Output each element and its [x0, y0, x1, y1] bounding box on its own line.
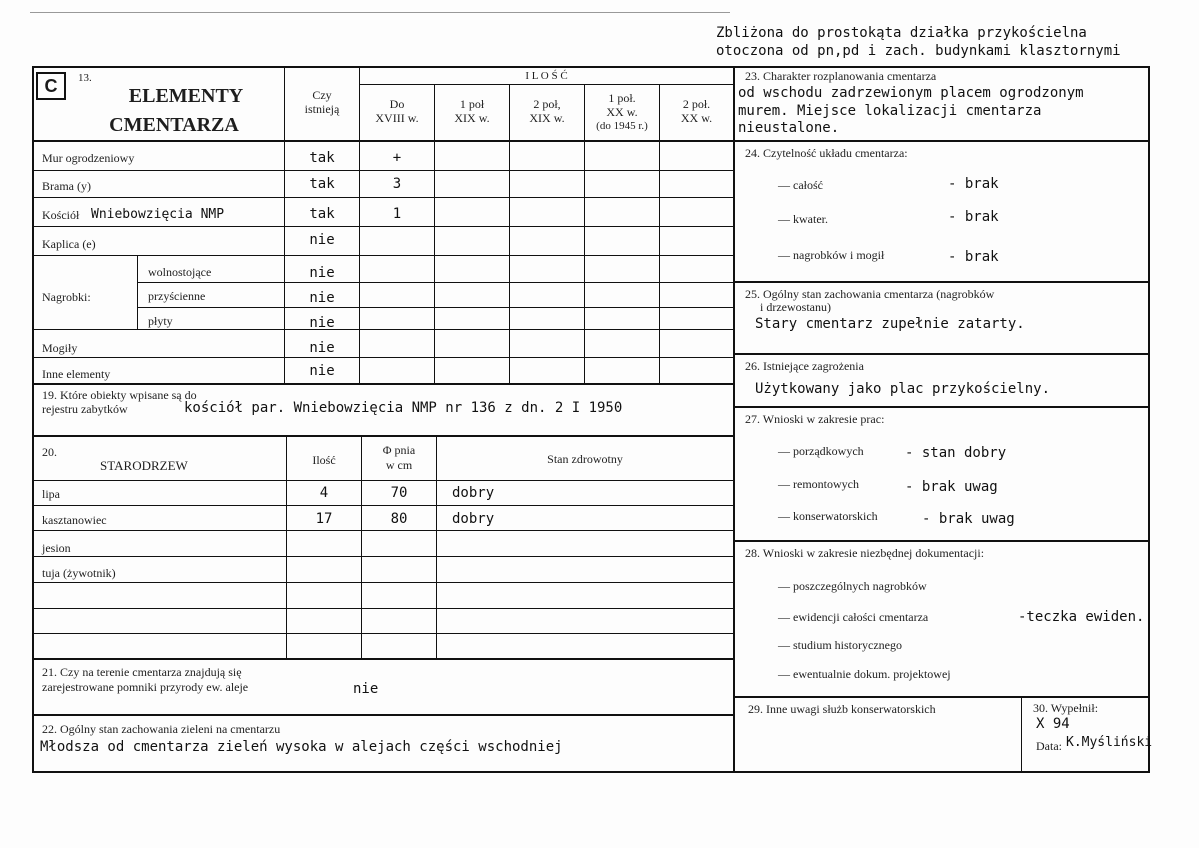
f20-number: 20.	[42, 445, 57, 459]
nagrobki-label: Nagrobki:	[42, 290, 91, 304]
header-note-line-2: otoczona od pn,pd i zach. budynkami klasztornymi	[716, 43, 1121, 59]
f28-label: 28. Wnioski w zakresie niezbędnej dokumentacji:	[745, 546, 985, 560]
element-label-prefix: Kościół	[42, 208, 80, 222]
f24-item-label: — nagrobków i mogił	[778, 248, 885, 262]
col-exists-line-1: Czy	[312, 88, 332, 102]
grid-v-nagrobki	[137, 255, 138, 329]
f30-date-label: Data:	[1036, 739, 1062, 753]
element-label: Kaplica (e)	[42, 237, 96, 251]
grid-h-23-bottom	[733, 140, 1150, 142]
f19-label-line-2: rejestru zabytków	[42, 402, 128, 416]
f28-item-label: — ewidencji całości cmentarza	[778, 610, 929, 624]
f24-item-label: — kwater.	[778, 212, 828, 226]
element-label-typed: Wniebowzięcia NMP	[91, 207, 225, 222]
element-exists: nie	[309, 340, 335, 356]
f20-col-dia-line-2: w cm	[385, 458, 413, 472]
header-note-line-1: Zbliżona do prostokąta działka przykościelna	[716, 25, 1087, 41]
f28-item-value: -teczka ewiden.	[1018, 609, 1145, 625]
f28-item-label: — studium historycznego	[778, 638, 902, 652]
grid-h-20-r3	[32, 556, 733, 557]
f27-item-label: — konserwatorskich	[778, 509, 878, 523]
f20-col-dia-line-1: Φ pnia	[382, 443, 416, 457]
qty-col-2-line-1: 1 poł	[459, 97, 485, 111]
element-exists: nie	[309, 363, 335, 379]
f23-value-line-3: nieustalone.	[738, 120, 840, 136]
grid-h-20-bottom	[32, 658, 733, 660]
qty-col-4-line-3: (do 1945 r.)	[596, 120, 648, 132]
f20-title: STARODRZEW	[100, 458, 188, 473]
grid-h-20-r6	[32, 633, 733, 634]
grid-h-24-bottom	[733, 281, 1150, 283]
element-qty: 1	[392, 206, 402, 222]
qty-header: I L O Ś Ć	[525, 70, 568, 82]
qty-col-4-line-1: 1 poł.	[608, 91, 636, 105]
f27-item-value: - brak uwag	[922, 511, 1015, 527]
element-qty: +	[392, 150, 402, 166]
element-qty: 3	[392, 176, 402, 192]
element-exists: nie	[309, 315, 335, 331]
frame-middle-divider	[733, 66, 735, 773]
f22-label: 22. Ogólny stan zachowania zieleni na cmentarzu	[42, 722, 281, 736]
f21-label-line-1: 21. Czy na terenie cmentarza znajdują się	[42, 665, 242, 679]
tree-name: lipa	[42, 487, 60, 501]
grid-h-28-bottom	[733, 696, 1150, 698]
f20-col-health: Stan zdrowotny	[547, 452, 623, 466]
f23-value-line-1: od wschodu zadrzewionym placem ogrodzonym	[738, 85, 1084, 101]
f27-item-label: — porządkowych	[778, 444, 864, 458]
element-exists: nie	[309, 290, 335, 306]
f22-value: Młodsza od cmentarza zieleń wysoka w alejach części wschodniej	[40, 739, 563, 755]
f24-item-value: - brak	[948, 176, 999, 192]
grid-v-qty3	[509, 84, 510, 384]
f29-label: 29. Inne uwagi służb konserwatorskich	[748, 702, 936, 716]
element-label: przyścienne	[148, 289, 206, 303]
f24-item-value: - brak	[948, 209, 999, 225]
qty-col-5-line-1: 2 poł.	[682, 97, 711, 111]
tree-name: tuja (żywotnik)	[42, 566, 116, 580]
f19-label-line-1: 19. Które obiekty wpisane są do	[42, 388, 197, 402]
element-label: wolnostojące	[148, 265, 212, 279]
f24-label: 24. Czytelność układu cmentarza:	[745, 146, 908, 160]
element-exists: tak	[309, 150, 335, 166]
grid-h-row6	[137, 307, 733, 308]
element-exists: nie	[309, 232, 335, 248]
f28-item-label: — poszczególnych nagrobków	[778, 579, 927, 593]
f30-value: X 94	[1036, 716, 1070, 732]
tree-dia: 70	[390, 485, 408, 501]
f20-col-qty: Ilość	[312, 453, 336, 467]
grid-v-qty5	[659, 84, 660, 384]
tree-qty: 17	[315, 511, 333, 527]
grid-h-20-r4	[32, 582, 733, 583]
grid-v-qty2	[434, 84, 435, 384]
section-title-line-1: ELEMENTY	[128, 85, 244, 107]
top-border-line	[30, 12, 730, 13]
grid-h-row7	[32, 329, 733, 330]
f23-label: 23. Charakter rozplanowania cmentarza	[745, 69, 937, 83]
grid-h-20-r2	[32, 530, 733, 531]
element-label: Inne elementy	[42, 367, 111, 381]
qty-col-1-line-1: Do	[389, 97, 405, 111]
f24-item-value: - brak	[948, 249, 999, 265]
element-exists: nie	[309, 265, 335, 281]
element-label: Mogiły	[42, 341, 78, 355]
section-letter-box: C	[36, 72, 66, 100]
qty-col-1-line-2: XVIII w.	[375, 111, 419, 125]
f25-value: Stary cmentarz zupełnie zatarty.	[755, 316, 1025, 332]
tree-name: jesion	[42, 541, 71, 555]
f24-item-label: — całość	[778, 178, 823, 192]
f27-item-label: — remontowych	[778, 477, 859, 491]
qty-col-5-line-2: XX w.	[680, 111, 713, 125]
grid-h-row2	[32, 197, 733, 198]
grid-v-20-qty	[286, 435, 287, 659]
col-exists-line-2: istnieją	[304, 102, 340, 116]
qty-col-4-line-2: XX w.	[606, 105, 638, 119]
grid-h-21-bottom	[32, 714, 733, 716]
f30-label: 30. Wypełnił:	[1033, 701, 1099, 715]
f21-label-line-2: zarejestrowane pomniki przyrody ew. aleje	[42, 680, 249, 694]
tree-name: kasztanowiec	[42, 513, 107, 527]
element-label: płyty	[148, 314, 173, 328]
grid-h-20-r1	[32, 505, 733, 506]
f19-value: kościół par. Wniebowzięcia NMP nr 136 z dn. 2 I 1950	[184, 400, 623, 416]
f25-label-line-2: i drzewostanu)	[760, 300, 831, 314]
frame-right	[1148, 66, 1150, 773]
frame-top	[32, 66, 1150, 68]
grid-h-row3	[32, 226, 733, 227]
f25-label-line-1: 25. Ogólny stan zachowania cmentarza (nagrobków	[745, 287, 995, 301]
qty-col-2-line-2: XIX w.	[454, 111, 490, 125]
tree-qty: 4	[319, 485, 329, 501]
tree-state: dobry	[452, 485, 495, 501]
f27-item-value: - stan dobry	[905, 445, 1007, 461]
grid-h-20-header	[32, 480, 733, 481]
f23-value-line-2: murem. Miejsce lokalizacji cmentarza	[738, 103, 1042, 119]
f28-item-label: — ewentualnie dokum. projektowej	[778, 667, 951, 681]
grid-h-row8	[32, 357, 733, 358]
qty-col-3-line-1: 2 poł,	[533, 97, 561, 111]
element-label: Brama (y)	[42, 179, 91, 193]
grid-h-19-bottom	[32, 435, 733, 437]
grid-h-row5	[137, 282, 733, 283]
frame-bottom	[32, 771, 1150, 773]
grid-h-qty-header	[359, 84, 733, 85]
frame-left	[32, 66, 34, 773]
section-title-line-2: CMENTARZA	[109, 114, 239, 136]
f26-label: 26. Istniejące zagrożenia	[745, 359, 864, 373]
grid-v-29-30	[1021, 696, 1022, 773]
element-exists: tak	[309, 206, 335, 222]
grid-h-20-r5	[32, 608, 733, 609]
grid-h-table-bottom	[32, 383, 733, 385]
grid-h-header-bottom	[32, 140, 733, 142]
f27-label: 27. Wnioski w zakresie prac:	[745, 412, 885, 426]
grid-v-20-state	[436, 435, 437, 659]
f21-value: nie	[353, 681, 379, 697]
f30-author: K.Myśliński	[1066, 735, 1153, 750]
tree-dia: 80	[390, 511, 408, 527]
f27-item-value: - brak uwag	[905, 479, 998, 495]
grid-h-26-bottom	[733, 406, 1150, 408]
element-label: Mur ogrodzeniowy	[42, 151, 135, 165]
grid-h-27-bottom	[733, 540, 1150, 542]
grid-h-25-bottom	[733, 353, 1150, 355]
section-number: 13.	[78, 72, 92, 84]
f26-value: Użytkowany jako plac przykościelny.	[755, 381, 1051, 397]
qty-col-3-line-2: XIX w.	[529, 111, 565, 125]
tree-state: dobry	[452, 511, 495, 527]
element-exists: tak	[309, 176, 335, 192]
grid-h-row1	[32, 170, 733, 171]
